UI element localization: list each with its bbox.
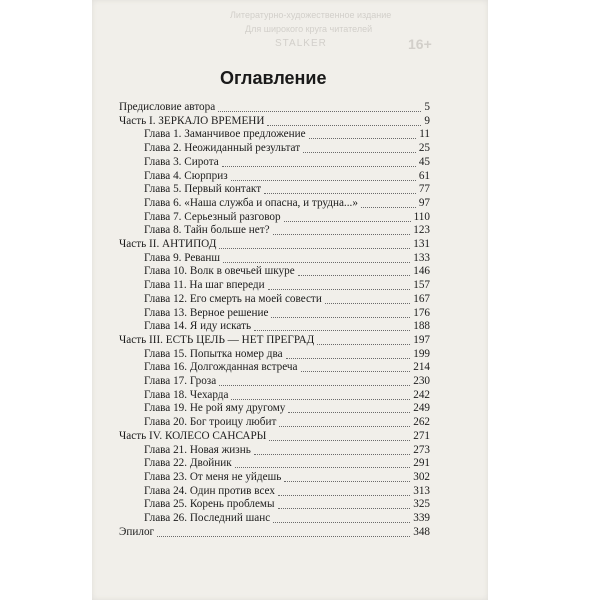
page-title: Оглавление xyxy=(220,68,327,88)
toc-page-number: 214 xyxy=(413,361,430,374)
bleed-through-text: Для широкого круга читателей xyxy=(245,24,373,34)
toc-entry-label: Глава 20. Бог троицу любит xyxy=(144,416,277,429)
toc-page-number: 9 xyxy=(424,114,430,127)
toc-page-number: 157 xyxy=(413,279,430,292)
dot-leader xyxy=(273,522,410,523)
toc-page-number: 123 xyxy=(413,224,430,237)
toc-chapter-entry xyxy=(144,306,430,320)
toc-chapter-entry xyxy=(144,196,430,210)
dot-leader xyxy=(157,536,410,537)
toc-entry-label: Глава 13. Верное решение xyxy=(144,306,269,319)
toc-entry-label: Глава 7. Серьезный разговор xyxy=(144,210,281,223)
dot-leader xyxy=(301,371,411,372)
toc-page-number: 325 xyxy=(413,498,430,511)
toc-chapter-entry xyxy=(144,292,430,306)
dot-leader xyxy=(218,111,421,112)
toc-chapter-entry xyxy=(144,360,430,374)
toc-part-entry xyxy=(119,429,430,443)
toc-page-number: 197 xyxy=(413,333,430,346)
dot-leader xyxy=(254,330,410,331)
toc-page-number: 302 xyxy=(413,470,430,483)
toc-chapter-entry xyxy=(144,319,430,333)
toc-page-number: 77 xyxy=(418,183,430,196)
dot-leader xyxy=(286,358,411,359)
bleed-through-text: 16+ xyxy=(408,36,432,52)
bleed-through-text: STALKER xyxy=(275,38,327,49)
dot-leader xyxy=(235,467,411,468)
toc-chapter-entry xyxy=(144,374,430,388)
toc-page-number: 25 xyxy=(418,142,430,155)
toc-chapter-entry xyxy=(144,169,430,183)
toc-entry-label: Глава 22. Двойник xyxy=(144,457,232,470)
toc-part-entry xyxy=(119,114,430,128)
toc-chapter-entry xyxy=(144,278,430,292)
toc-chapter-entry xyxy=(144,141,430,155)
toc-chapter-entry xyxy=(144,443,430,457)
toc-entry-label: Глава 8. Тайн больше нет? xyxy=(144,224,270,237)
toc-page-number: 176 xyxy=(413,306,430,319)
dot-leader xyxy=(231,180,416,181)
toc-entry-label: Глава 18. Чехарда xyxy=(144,388,229,401)
toc-chapter-entry xyxy=(144,497,430,511)
toc-page-number: 188 xyxy=(413,320,430,333)
dot-leader xyxy=(279,426,410,427)
toc-page-number: 199 xyxy=(413,347,430,360)
toc-page-number: 5 xyxy=(424,101,430,113)
toc-entry-label: Глава 6. «Наша служба и опасна, и трудна...» xyxy=(144,196,358,209)
toc-chapter-entry xyxy=(144,484,430,498)
toc-page-number: 291 xyxy=(413,457,430,470)
dot-leader xyxy=(284,481,410,482)
dot-leader xyxy=(278,508,411,509)
toc-page-number: 167 xyxy=(413,292,430,305)
toc-page-number: 273 xyxy=(413,443,430,456)
dot-leader xyxy=(273,234,411,235)
dot-leader xyxy=(361,207,416,208)
toc-part-entry xyxy=(119,237,430,251)
dot-leader xyxy=(298,275,411,276)
toc-entry-label: Глава 4. Сюрприз xyxy=(144,169,228,182)
toc-page-number: 313 xyxy=(413,484,430,497)
toc-page-number: 11 xyxy=(419,128,430,141)
dot-leader xyxy=(254,454,410,455)
toc-part-entry xyxy=(119,525,430,539)
toc-entry-label: Глава 26. Последний шанс xyxy=(144,512,271,524)
toc-chapter-entry xyxy=(144,511,430,525)
toc-page-number: 339 xyxy=(413,512,430,524)
toc-entry-label: Глава 15. Попытка номер два xyxy=(144,347,283,360)
toc-page-number: 61 xyxy=(418,169,430,182)
toc-chapter-entry xyxy=(144,155,430,169)
dot-leader xyxy=(269,440,410,441)
dot-leader xyxy=(284,221,411,222)
toc-entry-label: Глава 17. Гроза xyxy=(144,375,217,387)
toc-page-number: 131 xyxy=(413,238,430,250)
toc-chapter-entry xyxy=(144,470,430,484)
toc-page-number: 110 xyxy=(413,210,430,223)
toc-entry-label: Глава 3. Сирота xyxy=(144,155,219,168)
dot-leader xyxy=(288,412,410,413)
toc-entry-label: Часть IV. КОЛЕСО САНСАРЫ xyxy=(119,429,267,442)
toc-page-number: 262 xyxy=(413,416,430,429)
dot-leader xyxy=(271,317,410,318)
toc-entry-label: Глава 11. На шаг впереди xyxy=(144,279,265,292)
toc-chapter-entry xyxy=(144,251,430,265)
toc-page-number: 242 xyxy=(413,388,430,401)
toc-entry-label: Эпилог xyxy=(119,525,155,538)
bleed-through-text: Литературно-художественное издание xyxy=(230,10,392,20)
toc-entry-label: Часть I. ЗЕРКАЛО ВРЕМЕНИ xyxy=(119,114,265,127)
toc-page-number: 133 xyxy=(413,251,430,264)
dot-leader xyxy=(317,344,410,345)
toc-entry-label: Глава 9. Реванш xyxy=(144,251,221,264)
toc-page-number: 230 xyxy=(413,375,430,387)
toc-chapter-entry xyxy=(144,388,430,402)
toc-entry-label: Глава 12. Его смерть на моей совести xyxy=(144,292,322,305)
dot-leader xyxy=(231,399,410,400)
dot-leader xyxy=(223,262,410,263)
toc-page-number: 45 xyxy=(418,155,430,168)
toc-entry-label: Глава 16. Долгожданная встреча xyxy=(144,361,298,374)
toc-chapter-entry xyxy=(144,401,430,415)
toc-part-entry xyxy=(119,100,430,114)
toc-entry-label: Глава 25. Корень проблемы xyxy=(144,498,275,511)
toc-entry-label: Глава 2. Неожиданный результат xyxy=(144,142,301,155)
toc-entry-label: Глава 1. Заманчивое предложение xyxy=(144,128,306,141)
toc-entry-label: Глава 23. От меня не уйдешь xyxy=(144,470,282,483)
toc-page-number: 271 xyxy=(413,429,430,442)
dot-leader xyxy=(219,248,410,249)
dot-leader xyxy=(325,303,410,304)
dot-leader xyxy=(222,166,416,167)
toc-page-number: 146 xyxy=(413,265,430,278)
dot-leader xyxy=(268,289,411,290)
toc-entry-label: Глава 21. Новая жизнь xyxy=(144,443,251,456)
dot-leader xyxy=(278,495,410,496)
toc-entry-label: Глава 10. Волк в овечьей шкуре xyxy=(144,265,295,278)
toc-part-entry xyxy=(119,333,430,347)
toc-entry-label: Глава 14. Я иду искать xyxy=(144,320,252,333)
toc-entry-label: Часть III. ЕСТЬ ЦЕЛЬ — НЕТ ПРЕГРАД xyxy=(119,333,315,346)
toc-page-number: 97 xyxy=(418,196,430,209)
toc-page-number: 249 xyxy=(413,402,430,415)
toc-chapter-entry xyxy=(144,415,430,429)
dot-leader xyxy=(303,152,416,153)
toc-chapter-entry xyxy=(144,210,430,224)
toc-chapter-entry xyxy=(144,347,430,361)
toc-entry-label: Часть II. АНТИПОД xyxy=(119,238,217,250)
toc-entry-label: Глава 19. Не рой яму другому xyxy=(144,402,286,415)
dot-leader xyxy=(309,138,417,139)
toc-entry-label: Глава 24. Один против всех xyxy=(144,484,275,497)
toc-entry-label: Глава 5. Первый контакт xyxy=(144,183,262,196)
toc-page-number: 348 xyxy=(413,525,430,538)
dot-leader xyxy=(267,125,421,126)
toc-entry-label: Предисловие автора xyxy=(119,101,216,113)
dot-leader xyxy=(219,385,410,386)
toc-chapter-entry xyxy=(144,127,430,141)
dot-leader xyxy=(264,193,416,194)
toc-chapter-entry xyxy=(144,223,430,237)
toc-chapter-entry xyxy=(144,456,430,470)
toc-chapter-entry xyxy=(144,264,430,278)
toc-chapter-entry xyxy=(144,182,430,196)
